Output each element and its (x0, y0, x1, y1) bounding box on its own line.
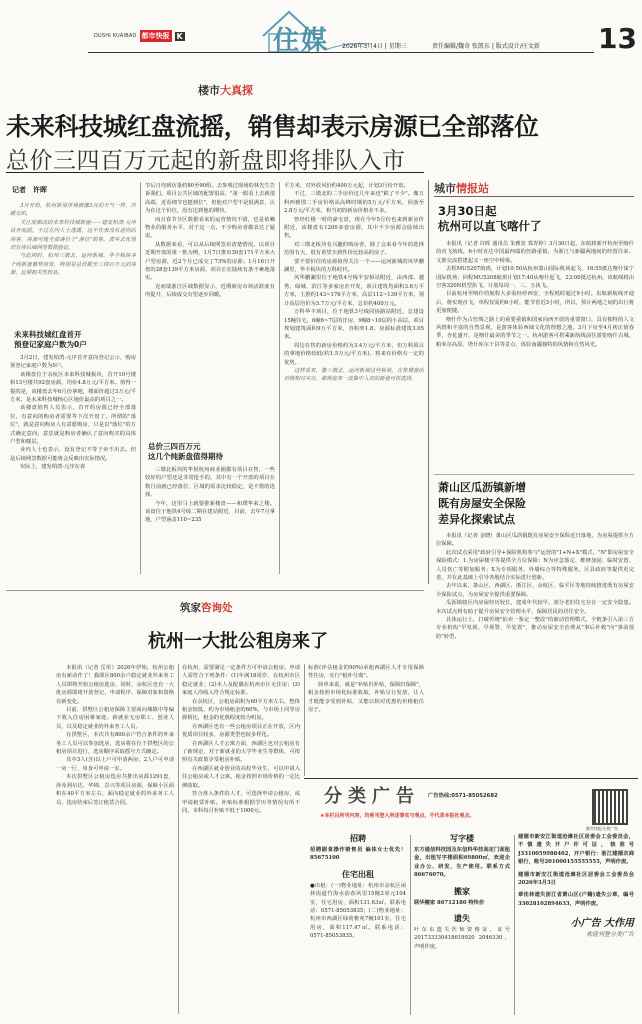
lead-col1-a: 3月2日，建发柏湾·元序首开意向登记公示，购房预登记家庭户数为0户。 (10, 355, 136, 370)
rental-column-3 (308, 664, 424, 776)
rental-p1: 本报讯（记者 岳彤）2026年伊始，杭州公租房有新动作了！我即区800余户稳定就业外来务工人员即将开始公租房选房，同时，余杭区也有一大批房源即将开放登记，申请程序、保障对象和资格有新变化。 (56, 665, 174, 705)
news2-p1: 本报讯（记者 金晓）萧山区瓜沥镇既有房屋安全保险近日落地，为房屋提供全方位保障。 (436, 533, 634, 548)
news-byline: 本报讯（记者 许晖 通讯员 朱雅宽 郑青婷）3月30日起，东航将新开杭州至喀什的直飞航线，6小时直达中国最西端的丝路重镇，为浙江与新疆两地间的经贸往来、文旅交流搭建起又一座空中桥梁。 (436, 241, 634, 264)
news-p4: 喀什作为古丝绸之路上的重要重镇和国家向西开放的重要窗口，具有独特的人文风情和丰富的自然景观，是游客体验西域文化的理想之地。3月下旬至4月初正值春季，杏花盛开，是喀什最美的季节之一。杭州游客可搭乘新航线前往游览喀什古城、帕米尔高原、塔什库尔干县等景点，体验南疆独特的风情和自然风光。 (436, 316, 634, 348)
lead-label-a: 楼市 (198, 84, 220, 97)
ads-qr-caption: 都市快报分类广告 (586, 826, 618, 831)
lead-intro-2: 关注度颇高的未来科技城新盘——建发柏湾·元序首开流摇。不过在内人士透露，这不代表没有意向的房客，房源可能全部落位于"落位"销售，真实去化情况有待后续网签数据验证。 (10, 219, 136, 252)
news2-body (436, 532, 634, 770)
lead-col2-d: 克而瑞浙江区域数据显示，近期新房市场活跃度有所提升，后续成交有望逐步回暖。 (145, 283, 275, 299)
rental-p11: 符合准入条件的人才，可选择申请公租房，或申请租赁补贴。补贴标准根据学历等情况有所不同，本科每月补贴不低于1000元。 (182, 791, 300, 814)
lead-col1-d: 业内人士也表示，没有登记不等于卖不出去。但是后续网签数据可能将会反映出实际情况。 (10, 447, 136, 462)
rental-p10: 在西湖区就业创业的高校毕业生，可以申请入住公租房或人才公寓，租金按照市场价格的一定比例收取。 (182, 765, 300, 789)
ads-banner-title: 分类广告 (324, 786, 420, 807)
rental-p7: 在余杭区，公租房面积为60平方米左右，整体租金较低，约为市场租金的60%，与市场上同等房源相比，租金的优惠程度较为明显。 (182, 698, 300, 722)
ads-notice: ★本栏目所刊内容，均系刊登人所述事实与观点，不代表本报社观点。 (320, 813, 475, 819)
ads-col2-title: 写字楼 (450, 834, 474, 843)
lead-subhead-1: 未来科技城红盘首开 预登记家庭户数为0户 (14, 330, 87, 349)
lead-subheadline: 总价三四百万元起的新盘即将排队入市 (6, 148, 406, 174)
rental-column-2 (182, 664, 300, 1016)
lead-col2-a: 节后日均到访量约80至90组。去参观过现场的林先生告诉我们，项目公共区域的配置很高，"第一眼看上去就很高端，近看细节也挺到位"，但他对户型不是很满意，认为在这个价位，没有达到他的期待。 (145, 183, 275, 215)
news-label-b: 情报站 (456, 182, 489, 195)
lead-col1-b: 该楼盘位于余杭区未来科技城板块，首开10号楼和13号楼共92套房源，均价4.8万元/平方米。值得一提的是，该楼盘去年6月份拿地，楼面价超过3万元/平方米，是未来科技城核心区地价最高的项目之一。 (10, 371, 136, 404)
rental-p5: 本次拱墅区公租房选房共推出房源1291套，涉及利尔达、华锦、景兴等项目房源，保障小区面积在40平方米左右，面向稳定就业的外来务工人员，选房结束后签订租赁合同。 (56, 774, 174, 806)
lead-col3-c: 曾经红极一时的豪宅盘，现在今年5月份也来到新房价附近，该楼盘有1200多套房源，其中不少房源会陆续出售。 (284, 216, 424, 240)
news2-headline-3: 差异化探索试点 (438, 513, 515, 526)
lead-col3-d: 对三墩北板块有兴趣的购房者，除了会来看今年的选择范围有大，很有希望买到性价比较高的房子。 (284, 241, 424, 257)
editors: 责任编辑/魏奇 张凯东 | 版式设计/庄文新 (432, 43, 540, 50)
ads-col2-title3: 遗失 (454, 914, 470, 924)
lead-column-2b (145, 466, 275, 574)
ads-qr-code (592, 789, 628, 825)
brand-logo (94, 30, 185, 42)
lead-intro (10, 202, 136, 328)
lead-column-1 (10, 354, 136, 574)
ads-col1-title: 招聘 (350, 834, 366, 843)
news-column-label (434, 180, 489, 196)
rental-p3: 在拱墅区，本次共有800余户符合条件的外来务工人员可以参加选房，选房将在位于拱墅区的公租房项目进行，选房顺序采取摇号方式确定。 (56, 732, 174, 756)
lead-subhead-2: 总价三四百万元 这几个纯新盘值得期待 (148, 442, 223, 461)
rental-column-label (180, 600, 233, 615)
rental-p13: 简单来说，就是"补贴归补贴，保障归保障"，租金按照市场化标准收取，补贴另行发放，让人才既能享受到补贴，又能以相对优惠的价格租住房子。 (308, 681, 424, 714)
rental-column-1 (56, 664, 174, 1016)
rental-label-a: 筑家 (180, 602, 201, 614)
section-logo (255, 6, 373, 58)
date-issue: 2026年3月4日 | 星期三 (342, 43, 407, 50)
news2-p3: 去年以来，萧山区、西湖区、浙江区、余杭区、临平区等地持续推进既有房屋安全保险试点，为房屋安全提供重要保障。 (436, 583, 634, 598)
news-headline (438, 204, 542, 234)
lead-col3-f: 风华鹏澜里位于地铁4号线半安桥站附近，由西部、越秀、绿城、滨江等多家房企开发，项目建筑均面积3.6万平方米，主推约143~176平方米，高层112~139平方米，预计高层均价为3.7万元/平方米，总价约400万元。 (284, 275, 424, 307)
rental-label-b: 咨询处 (201, 602, 233, 614)
rental-p9: 在西湖区人才公寓方面，西湖区也对公租房有了新规定，对于新就业的大学毕业生等群体，可按照有关政策享受租房补贴。 (182, 740, 300, 764)
ads-section (304, 778, 638, 1020)
rental-p12: 标准(评估租金的90%)承租西湖区人才专用保障性住房，实行"租补分离"。 (308, 665, 424, 680)
ads-col2-text3: 叶东东遗失医师资格证，证号201733330418619920 2046330，声明作废。 (414, 927, 510, 950)
ads-col3-text2: 建德市新安江街道沧滩社区居委会工会委员会2026年3月3日 (518, 871, 634, 887)
ads-banner (304, 785, 638, 805)
news2-p2: 此次试点采用"政府引导+保险机构参与"运营的"1+N+X"模式，"N"即房屋安全保险模式：1.为房屋楼宇等提供全方位保障；N为应急鉴定、维修加固、临时安置、人员伤亡等附加服务；X为专项服务，外墙综合等特殊服务，区县政府等提供更完善，并在此基础上引导各地结合实际进行创新。 (436, 549, 634, 582)
news2-headline-1: 萧山区瓜沥镇新增 (438, 481, 526, 494)
lead-col3-b: 不过，三墩北的二手房价这几年来也"跌了不少"。像万科西雅图二手房价格从高峰时期的5万元/平方米，回落至2.8万元/平方米，和当初的新房价格差不多。 (284, 191, 424, 215)
ads-col1-text: 招聘副食操作销售员 偏体女士优先！85675100 (310, 847, 406, 862)
news-p2: 去程MU5207航班，计划10:50从杭州萧山国际机场起飞，16:55抵达喀什徕宁国际机场；回程MU5208航班计划17:40从喀什起飞，23:00抵达杭州。该航线将由空客320N机型执飞，计划每周一、三、五执飞。 (436, 266, 634, 290)
lead-intro-3: 与此同时，杭州三墩北、运河新城、华丰板块多个纯新盘蓄势待发，特别是总价跟至三四百万元的房源，近期相关性较高。 (10, 253, 136, 277)
page-number: 13 (598, 22, 637, 55)
rental-p2: 目前，拱墅区公租房保障主要面向城镇中等偏下收入住房困难家庭、新就业无房职工、创业人员，以及稳定就业的外来务工人员。 (56, 707, 174, 730)
ads-slogan-b: 欢迎刊登分类广告 (585, 931, 634, 939)
ads-col-3 (518, 833, 634, 938)
lead-intro-1: 3月开局，杭州新房市场就像3月的天气一样，冷暖交织。 (10, 203, 136, 218)
lead-col2-b: 而且春节分区数据看来的运营情况不错，也是依赖物业的服务水平，对于这一点，不少购房者都表达了疑虑。 (145, 216, 275, 240)
lead-column-label (198, 82, 253, 98)
lead-col3-g: 万科华丰项目，位于地铁3号线同协路站附近，总建设15幢住宅，6幢6~7层的洋房，9幢8~10层的小高层。项目规划建筑面积9万平方米，容积率1.8，房源标准建筑3.05米。 (284, 309, 424, 341)
rental-headline: 杭州一大批公租房来了 (148, 631, 328, 652)
ads-col2-title2: 搬家 (454, 886, 470, 896)
lead-col2-c: 从数据来看，可以从后续网签看清楚情况。以项目近期开盘的第一批为例，1月7日推出30套171平方米大户型房源，近2个月已成交了73%的房源；1月16日开盘的28套139平方米房源，项目正在陆续有条不紊地落实。 (145, 241, 275, 282)
lead-col3-h: 周边在售的新房价格约为3.4万元/平方米，但万科项目的拿地价格较低(约1.5万元/平方米)，将来有价格有一定的优势。 (284, 342, 424, 366)
ads-hotline: 广告热线:0571-85052682 (428, 793, 498, 799)
brand-k-icon: K (176, 31, 183, 41)
ads-col1-title2: 住宅出租 (342, 869, 374, 879)
lead-column-2 (145, 182, 275, 440)
lead-reporter: 记者 许晖 (12, 186, 47, 194)
news-headline-2: 杭州可以直飞喀什了 (438, 219, 542, 233)
ads-col3-text3: 章佳林遗失浙江省萧山区(户籍)遗失公章，编号33028102894633，声明作废。 (518, 892, 634, 907)
lead-col3-ital: 这样看来，像三墩北、运河新城这些板块，在售楼盘的价格相对实在，都将迎来一波集中入市的新盘可供选择。 (284, 367, 424, 383)
news-headline-1: 3月30日起 (438, 204, 497, 218)
lead-col2-e: 三墩北板块的华悦杭州商业圈都有项目在售，一些较好的户型还是非常抢手的。其中有一个开盘的项目在数月前就已经落位，区域的需求比较稳定，是不错的选择。 (145, 467, 275, 499)
lead-col1-e: 实际上，建发柏湾·元序在春 (20, 464, 86, 471)
news2-headline-2: 既有房屋安全保险 (438, 497, 526, 510)
ads-col-2 (414, 833, 510, 951)
ads-col3-text: 建德市新安江街道沧滩社区居委会工会委员会，不慎遗失开户许可证，核准号 J3310059988402，开户银行：浙江建德农商银行，账号201000155555555，声明作废。 (518, 834, 634, 866)
ads-col-1 (310, 833, 406, 998)
brand-cn: 都市快报 (141, 32, 170, 40)
ads-slogan (518, 914, 634, 938)
ads-col2-text: 东方通信科技园及东信科华技高定门面租金，出租写字楼面积69800㎡，欢迎企业办公、研发、生产使用。联系方式86676070。 (414, 847, 510, 879)
ads-col1-text2: ●出租：(一)物业地址：杭州市余杭区闲林街道竹海水韵春风里15幢2单元104室，住宅用房，面积131.63㎡。联系电话：0571-85053835；(二)物业地址：杭州市西湖区绿荷雅苑7幢101室，住宅用房，面积117.47㎡。联系电话：0571-85053835。 (310, 882, 406, 940)
rental-p4: 其中3人(含)以上户可申请两房；2人户可申请一房一厅，单身可申请一室。 (56, 757, 174, 772)
lead-col1-c: 该楼盘销售人员表示，首开的房源已经全部落位，有意向的购房者需要等下次开盘了。所谓的"落位"，就是意向购房人有意愿购房，只是以"落位"的方式确定意向，意思就是购房者确认了意向购买的具体户型和楼层。 (10, 405, 136, 446)
news-body (436, 240, 634, 470)
news2-p5: 具体运行上，打破传统"拍卖一鉴定一整改"的被动管理模式，全链条引入第三方专业机构"早发现、早预警、早处置"，推动房屋安全治理从"事后补救"向"事前预防"转型。 (436, 617, 634, 640)
news-p3: 目前杭州至喀什的航程大多需经停西安，全程耗时超过9小时。东航新航线开通后，将实现直飞，单程仅需约6小时，能节省近3小时，所以，预计两地之间的出行将更加便捷。 (436, 291, 634, 315)
news2-headline (438, 480, 526, 528)
rental-p8: 在西湖区也有一些公租房项目正在开放，区内优质项目较多，房源类型也较多样化。 (182, 723, 300, 739)
lead-col2-f: 今年，这里马上就要推新楼盘——和璞华来之楼。该盘位于地铁4号线二期在建站附近，目前，去年7月拿地，户型涵盖110~235 (145, 500, 275, 524)
news2-p4: 瓜沥镇辖区内房屋经历较长，建成年代较早，部分老旧住宅存在一定安全隐患。本次试点将有助于提升房屋安全管理水平，保障居民的居住安全。 (436, 600, 634, 615)
lead-column-3 (284, 182, 424, 574)
lead-headline: 未来科技城红盘流摇，销售却表示房源已全部落位 (6, 112, 539, 141)
rental-p6: 在杭州，需要满足一定条件方可申请公租房。申请人需符合下列条件：(1)年满18周岁，在杭州市区稳定就业；(2)本人及配偶在杭州市区无住房；(3)家庭人均收入符合规定标准。 (182, 665, 300, 697)
section-logo-text: 住媒 (273, 26, 330, 56)
ads-slogan-a: 小广告 大作用 (570, 918, 634, 930)
lead-col3-a: 平方米，对外放风价约400万元起，计划3月份开盘。 (284, 183, 409, 189)
brand-en: DUSHI KUAIBAO (94, 33, 137, 39)
masthead (0, 0, 642, 62)
lead-label-b: 大真探 (220, 84, 253, 97)
lead-col3-e: 要不要价位的房源值得关注一个——运河新城的风华鹏澜里，华丰板块的万科时代。 (284, 258, 424, 274)
ads-col2-text2: 联华搬家 86712180 特快价 (414, 899, 485, 906)
news-label-a: 城市 (434, 182, 456, 195)
